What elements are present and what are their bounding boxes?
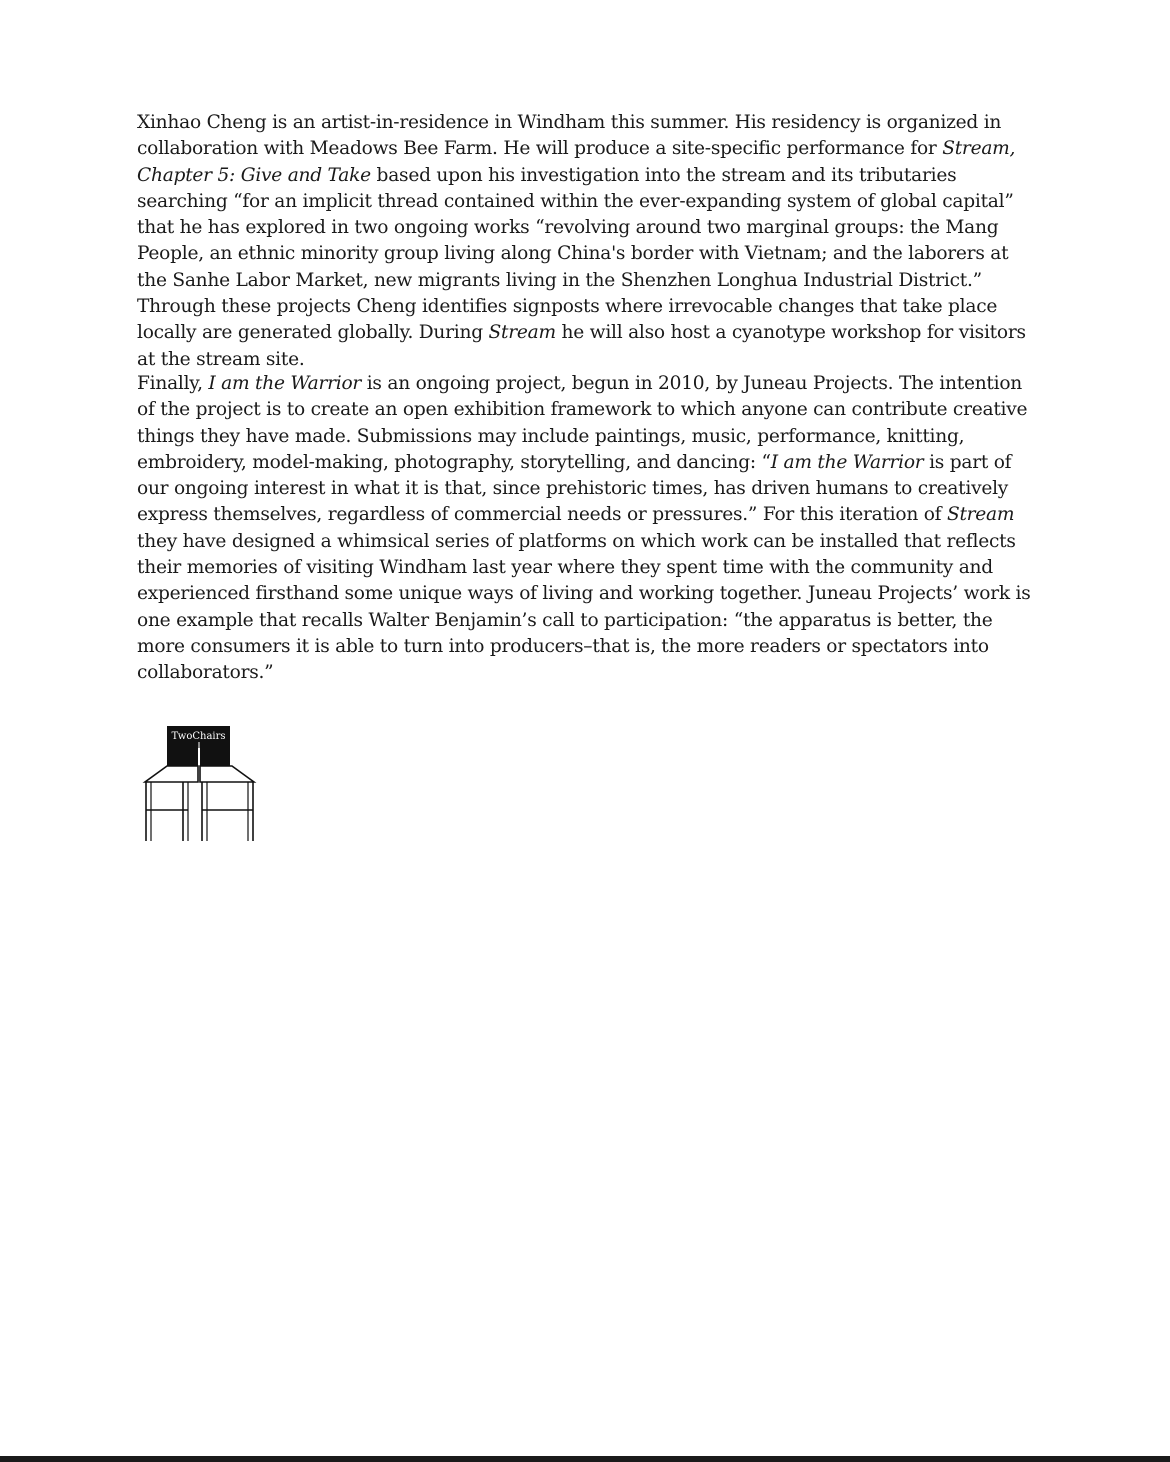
text-segment: Finally,: [137, 373, 209, 394]
text-segment: is part of our ongoing interest in what it is that, since prehistoric times, has driven humans to creatively express themselves, regardless of commercial needs or pressures.” For this iteration of: [137, 451, 1012, 526]
text-segment: they have designed a whimsical series of platforms on which work can be installed that reflects their memories of visiting Windham last year where they spent time with the community and experienced firsthand some unique ways of living and working together. Juneau Projects’ work is one example that recalls Walter Benjamin’s call to participation: “the apparatus is better, the more consumers it is able to turn into producers–that is, the more readers or spectators into collaborators.”: [137, 530, 1031, 684]
logo-text: TwoChairs: [171, 731, 226, 742]
text-segment-italic: I am the Warrior: [208, 373, 362, 394]
bottom-border: [0, 1456, 1170, 1462]
paragraph-i-am-the-warrior: [137, 371, 1037, 687]
text-segment-italic: Stream, Chapter 5: Give and Take: [137, 138, 1016, 186]
paragraph-xinhao-cheng: [137, 110, 1037, 373]
text-segment: Xinhao Cheng is an artist-in-residence in Windham this summer. His residency is organized in collaboration with Meadows Bee Farm. He will produce a site-specific performance for: [137, 112, 1002, 160]
text-segment-italic: I am the Warrior: [770, 451, 924, 473]
text-segment: is an ongoing project, begun in 2010, by Juneau Projects. The intention of the project is to create an open exhibition framework to which anyone can contribute creative things they have made. Submissions may include paintings, music, performance, knitting, embroidery, model-making, photography, storytelling, and dancing: “: [137, 373, 1028, 473]
text-segment-italic: Stream: [946, 504, 1015, 526]
text-segment: based upon his investigation into the stream and its tributaries searching “for an implicit thread contained within the ever-expanding system of global capital” that he has explored in two ongoing works “revolving around two marginal groups: the Mang People, an ethnic minority group living along China's border with Vietnam; and the laborers at the Sanhe Labor Market, new migrants living in the Shenzhen Longhua Industrial District.” Through these projects Cheng identifies signposts where irrevocable changes that take place locally are generated globally. During: [137, 164, 1014, 344]
text-segment: he will also host a cyanotype workshop for visitors at the stream site.: [137, 322, 1026, 370]
text-segment-italic: Stream: [488, 322, 556, 344]
two-chairs-logo-icon: [142, 726, 258, 844]
